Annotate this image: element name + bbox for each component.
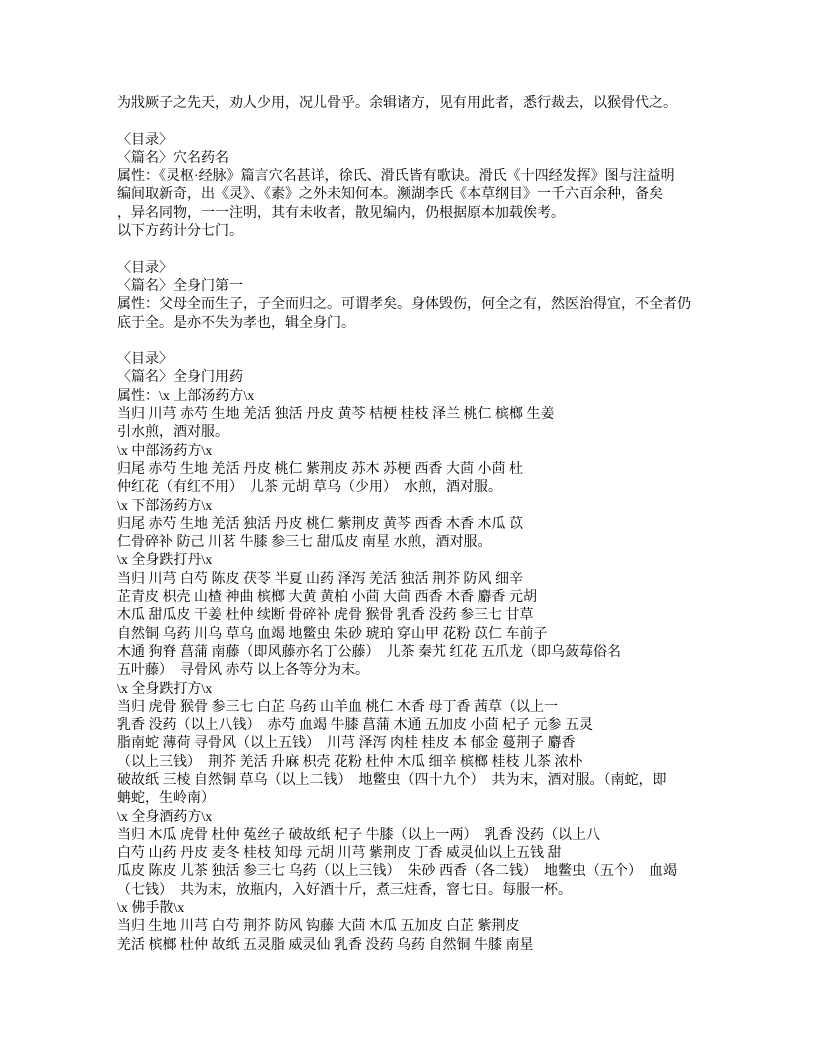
text-line: 自然铜 乌药 川乌 草乌 血竭 地鳖虫 朱砂 琥珀 穿山甲 花粉 苡仁 车前子 — [117, 626, 548, 642]
text-line: 属性：父母全而生子，子全而归之。可谓孝矣。身体毁伤，何全之有，然医治得宜，不全者仍 — [117, 297, 691, 313]
blank-line — [117, 333, 796, 351]
text-line: \x 佛手散\x — [117, 901, 185, 917]
text-line: 底于全。是亦不失为孝也，辑全身门。 — [117, 315, 355, 331]
text-line: 蚺蛇，生岭南） — [117, 791, 215, 807]
text-line: 以下方药计分七门。 — [117, 224, 243, 240]
text-line: （七钱） 共为末，放瓶内，入好酒十斤，煮三炷香，窨七日。每服一杯。 — [117, 882, 572, 898]
text-line: 属性：《灵枢·经脉》篇言穴名甚详，徐氏、滑氏皆有歌诀。滑氏《十四经发挥》图与注益明 — [117, 169, 675, 185]
text-line: 〈篇名〉穴名药名 — [117, 150, 229, 166]
text-line: 脂南蛇 薄荷 寻骨风（以上五钱） 川芎 泽泻 肉桂 桂皮 本 郁金 蔓荆子 麝香 — [117, 736, 576, 752]
text-line: \x 全身跌打丹\x — [117, 553, 213, 569]
text-line: 仁骨碎补 防己 川茗 牛膝 参三七 甜瓜皮 南星 水煎，酒对服。 — [117, 535, 492, 551]
text-line: 〈目录〉 — [117, 352, 173, 368]
text-line: 羌活 槟榔 杜仲 故纸 五灵脂 威灵仙 乳香 没药 乌药 自然铜 牛膝 南星 — [117, 937, 534, 953]
text-line: 乳香 没药（以上八钱） 赤芍 血竭 牛膝 菖蒲 木通 五加皮 小茴 杞子 元参 五灵 — [117, 718, 593, 734]
text-line: \x 全身酒药方\x — [117, 809, 213, 825]
text-line: 〈目录〉 — [117, 132, 173, 148]
text-line: 编间取新奇，出《灵》、《素》之外未知何本。濒湖李氏《本草纲目》一千六百余种，备矣 — [117, 187, 663, 203]
text-line: 白芍 山药 丹皮 麦冬 桂枝 知母 元胡 川芎 紫荆皮 丁香 威灵仙以上五钱 甜 — [117, 846, 562, 862]
text-line: 五叶藤） 寻骨风 赤芍 以上各等分为末。 — [117, 663, 369, 679]
text-line: 当归 虎骨 猴骨 参三七 白芷 乌药 山羊血 桃仁 木香 母丁香 茜草（以上一 — [117, 699, 558, 715]
text-line: \x 中部汤药方\x — [117, 443, 213, 459]
text-line: 破故纸 三棱 自然铜 草乌（以上二钱） 地鳖虫（四十九个） 共为末，酒对服。（南蛇，即 — [117, 772, 667, 788]
text-line: 归尾 赤芍 生地 羌活 独活 丹皮 桃仁 紫荆皮 黄芩 西香 木香 木瓜 苡 — [117, 516, 523, 532]
text-line: 〈目录〉 — [117, 260, 173, 276]
text-line: （以上三钱） 荆芥 羌活 升麻 枳壳 花粉 杜仲 木瓜 细辛 槟榔 桂枝 儿茶 浓朴 — [117, 754, 583, 770]
blank-line — [117, 113, 796, 131]
blank-line — [117, 241, 796, 259]
text-line: 属性：\x 上部汤药方\x — [117, 388, 255, 404]
text-line: ，异名同物，一一注明，其有未收者，散见编内，仍根据原本加载俟考。 — [117, 205, 565, 221]
text-line: 当归 川芎 赤芍 生地 羌活 独活 丹皮 黄芩 桔梗 桂枝 泽兰 桃仁 槟榔 生姜 — [117, 407, 555, 423]
text-line: 芷青皮 枳壳 山楂 神曲 槟榔 大黄 黄柏 小茴 大茴 西香 木香 麝香 元胡 — [117, 590, 537, 606]
text-line: 当归 川芎 白芍 陈皮 茯苓 半夏 山药 泽泻 羌活 独活 荆芥 防风 细辛 — [117, 571, 523, 587]
text-line: 瓜皮 陈皮 儿茶 独活 参三七 乌药（以上三钱） 朱砂 西香（各二钱） 地鳖虫（五个） 血竭 — [117, 864, 677, 880]
text-line: 木通 狗脊 菖蒲 南藤（即风藤亦名丁公藤） 儿茶 秦艽 红花 五爪龙（即乌蔹莓俗名 — [117, 644, 621, 660]
text-line: \x 全身跌打方\x — [117, 681, 213, 697]
text-line: 归尾 赤芍 生地 羌活 丹皮 桃仁 紫荆皮 苏木 苏梗 西香 大茴 小茴 杜 — [117, 461, 523, 477]
text-line: 木瓜 甜瓜皮 干姜 杜仲 续断 骨碎补 虎骨 猴骨 乳香 没药 参三七 甘草 — [117, 608, 534, 624]
text-line: 引水煎，酒对服。 — [117, 425, 229, 441]
text-line: 〈篇名〉全身门第一 — [117, 278, 243, 294]
text-content — [117, 95, 796, 955]
text-line: 当归 木瓜 虎骨 杜仲 菟丝子 破故纸 杞子 牛膝（以上一两） 乳香 没药（以上八 — [117, 827, 600, 843]
text-line: 为戕厥子之先天，劝人少用，况儿骨乎。余辑诸方，见有用此者，悉行裁去，以猴骨代之。 — [117, 96, 677, 111]
text-line: \x 下部汤药方\x — [117, 498, 213, 514]
text-line: 当归 生地 川芎 白芍 荆芥 防风 钩藤 大茴 木瓜 五加皮 白芷 紫荆皮 — [117, 919, 520, 935]
text-line: 仲红花（有红不用） 儿茶 元胡 草乌（少用） 水煎，酒对服。 — [117, 480, 502, 496]
text-line: 〈篇名〉全身门用药 — [117, 370, 243, 386]
